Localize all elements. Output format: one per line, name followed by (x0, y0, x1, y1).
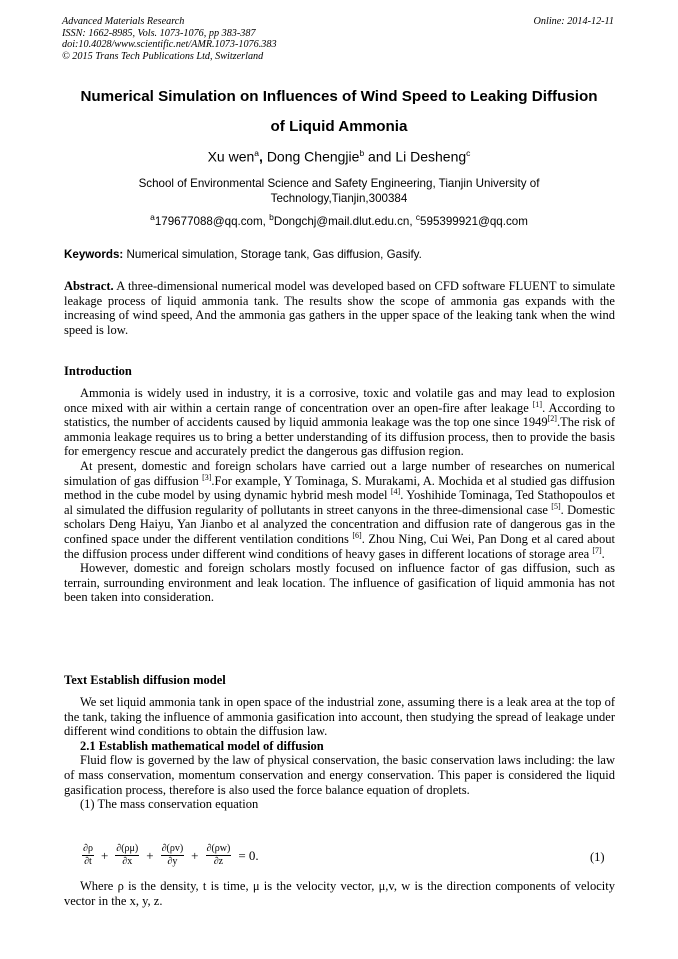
email-mark: a (150, 212, 155, 222)
copyright-line: © 2015 Trans Tech Publications Ltd, Switzerland (62, 50, 264, 62)
paper-title-line-2: of Liquid Ammonia (270, 118, 408, 135)
email-mark: c (415, 212, 421, 222)
email-a: 179677088@qq.com, (154, 214, 270, 228)
keywords (64, 248, 615, 261)
citation: [5] (551, 501, 561, 511)
email-mark: b (269, 212, 274, 222)
model-heading: Text Establish diffusion model (64, 673, 226, 687)
paragraph: Fluid flow is governed by the law of physical conservation, the basic conservation laws including: the law of mass conservation, momentum conservation and energy conservation. This paper is considered the liquid gasification process, therefore is also used the force balance equation of droplets. (64, 753, 615, 797)
paragraph: However, domestic and foreign scholars mostly focused on influence factor of gas diffusion, such as terrain, surrounding environment and leak location. The influence of gasification of liquid ammonia has not been taken into consideration. (64, 561, 615, 605)
author-separator: , (259, 148, 267, 165)
abstract (64, 279, 615, 337)
equation-number: (1) (590, 850, 605, 864)
affiliation-line: Technology,Tianjin,300384 (270, 191, 408, 205)
author-mark: b (359, 148, 365, 158)
paper-title-line-1: Numerical Simulation on Influences of Wind Speed to Leaking Diffusion (80, 88, 598, 105)
email-b: Dongchj@mail.dlut.edu.cn, (273, 214, 416, 228)
online-date: Online: 2014-12-11 (533, 16, 614, 27)
citation: [6] (352, 530, 362, 540)
author-name: Dong Chengjie (266, 148, 360, 165)
affiliation-line: School of Environmental Science and Safety Engineering, Tianjin University of (138, 177, 540, 190)
fraction: $\frac{\partial\rho}{\partial t}$ (83, 843, 93, 867)
email-c: 595399921@qq.com (420, 214, 528, 228)
paragraph: We set liquid ammonia tank in open space of the industrial zone, assuming there is a leak area at the top of the tank, taking the influence of ammonia gasification into account, then studying the spread of leakage under different wind conditions to obtain the diffusion law. (64, 695, 615, 739)
mass-conservation-equation: $\frac{\partial\rho}{\partial t}$ + $\frac{\partial(\rho\mu)}{\partial x}$ + $\frac{\partial(\rho v)}{\partial y}$ + $\frac{\partial(\rho w)}{\partial z}$ = 0. (83, 843, 259, 867)
citation: [3] (202, 472, 212, 482)
citation: [1] (532, 399, 543, 409)
author-name: Xu wen (207, 148, 255, 165)
author-name: Li Desheng (395, 148, 467, 165)
equation-explanation: Where ρ is the density, t is time, μ is the velocity vector, μ,v, w is the direction components of velocity vector in the x, y, z. (64, 879, 615, 908)
fraction: $\frac{\partial(\rho w)}{\partial z}$ (206, 843, 231, 867)
citation: [7] (592, 545, 602, 555)
keywords-label: Keywords: (64, 248, 124, 261)
citation: [4] (390, 487, 401, 496)
journal-name: Advanced Materials Research (62, 16, 185, 27)
affiliation (80, 177, 598, 206)
author-mark: a (254, 148, 260, 158)
subsection-heading: 2.1 Establish mathematical model of diffusion (80, 738, 324, 753)
author-separator: and (364, 148, 396, 165)
introduction-body (64, 386, 615, 605)
fraction: $\frac{\partial(\rho v)}{\partial y}$ (161, 843, 184, 867)
citation: [2] (547, 414, 557, 424)
introduction-heading: Introduction (64, 364, 132, 378)
issn-line: ISSN: 1662-8985, Vols. 1073-1076, pp 383-387 (62, 27, 256, 39)
journal-header (62, 16, 277, 62)
paragraph: Ammonia is widely used in industry, it is a corrosive, toxic and volatile gas and may lead to explosion once mixed with air within a certain range of concentration over an open-fire after leakage [1]. According to statistics, the number of accidents caused by liquid ammonia leakage was the top one since 1949[2].The risk of ammonia leakage requires us to bring a better understanding of its diffusion process, then to provide the basis for emergency rescue and accurately predict the dangerous gas diffusion region. (64, 386, 615, 459)
equation-label: (1) The mass conservation equation (80, 797, 259, 812)
fraction: $\frac{\partial(\rho\mu)}{\partial x}$ (116, 843, 139, 867)
author-list (40, 148, 638, 165)
author-emails (40, 212, 638, 228)
keywords-text: Numerical simulation, Storage tank, Gas diffusion, Gasify. (123, 248, 422, 261)
abstract-text: A three-dimensional numerical model was developed based on CFD software FLUENT to simulate leakage process of liquid ammonia tank. The results show the scope of ammonia gas expands with the increasing of wind speed, And the ammonia gas gathers in the upper space of the leaking tank when the wind speed is low. (64, 279, 615, 337)
author-mark: c (466, 148, 471, 158)
doi-line: doi:10.4028/www.scientific.net/AMR.1073-1076.383 (62, 39, 277, 51)
model-body (64, 695, 615, 812)
abstract-label: Abstract. (64, 279, 114, 293)
paragraph: At present, domestic and foreign scholars have carried out a large number of researches on numerical simulation of gas diffusion [3].For example, Y Tominaga, S. Murakami, A. Mochida et al studied gas diffusion method in the cube model by using dynamic hybrid mesh model [4]. Yoshihide Tominaga, Ted Stathopoulos et al simulated the diffusion regularity of pollutants in street canyons in the three-dimensional case [5]. Domestic scholars Deng Haiyu, Yan Jianbo et al analyzed the concentration and diffusion rate of dangerous gas in the confined space under the different ventilation conditions [6]. Zhou Ning, Cui Wei, Pan Dong et al cared about the diffusion process under different wind conditions of heavy gases in different locations of storage area [7]. (64, 458, 615, 561)
